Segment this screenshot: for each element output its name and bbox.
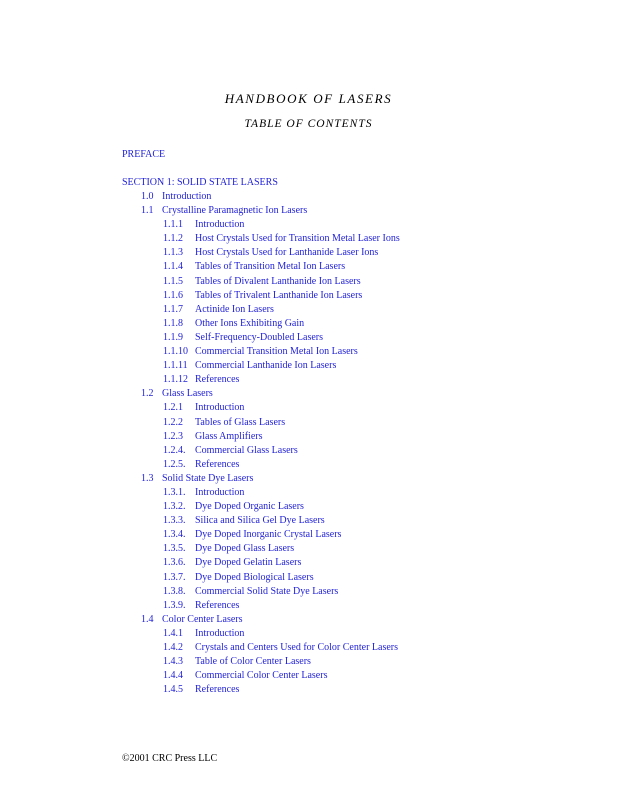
toc-entry-number: 1.4 [141, 613, 154, 625]
toc-subsection-link[interactable] [0, 402, 617, 416]
toc-subsection-link[interactable] [0, 529, 617, 543]
toc-entry-label: Actinide Ion Lasers [195, 303, 274, 315]
toc-entry-number: 1.2.2 [163, 416, 183, 428]
toc-entry-label: Tables of Glass Lasers [195, 416, 286, 428]
toc-subsection-link[interactable] [0, 459, 617, 473]
toc-subsection-link[interactable] [0, 261, 617, 275]
toc-entry-label: Introduction [195, 219, 245, 231]
toc-entry-label: Crystals and Centers Used for Color Center Lasers [195, 642, 399, 653]
toc-entry-number: 1.2.1 [163, 402, 183, 414]
toc-entry-label: Commercial Lanthanide Ion Lasers [195, 360, 337, 372]
toc-subsection-link[interactable] [0, 557, 617, 571]
toc-entry-number: 1.3.2. [163, 501, 186, 513]
toc-subsection-link[interactable] [0, 290, 617, 304]
toc-subsection-link[interactable] [0, 670, 617, 684]
toc-entry-number: 1.1.2 [163, 233, 183, 245]
toc-entry-label: References [195, 374, 240, 386]
toc-entry-number: 1.3 [141, 472, 154, 484]
toc-chapter-link[interactable] [0, 205, 617, 219]
toc-subsection-link[interactable] [0, 417, 617, 431]
toc-subsection-link[interactable] [0, 219, 617, 233]
toc-subsection-link[interactable] [0, 572, 617, 586]
toc-entry-number: 1.1.10 [163, 346, 188, 358]
toc-subsection-link[interactable] [0, 304, 617, 318]
toc-entry-number: 1.1.8 [163, 317, 183, 329]
toc-entry-label: Tables of Trivalent Lanthanide Ion Lasers [195, 289, 363, 301]
toc-entry-label: Dye Doped Glass Lasers [195, 543, 295, 555]
toc-subsection-link[interactable] [0, 628, 617, 642]
toc-subsection-link[interactable] [0, 318, 617, 332]
toc-entry-number: 1.1.6 [163, 289, 183, 301]
toc-entry-label: Commercial Transition Metal Ion Lasers [195, 346, 358, 358]
toc-entry-label: Crystalline Paramagnetic Ion Lasers [162, 205, 308, 217]
toc-subsection-link[interactable] [0, 247, 617, 261]
toc-entry-label: Introduction [195, 486, 245, 498]
toc-entry-label: Glass Amplifiers [195, 430, 263, 442]
toc-subsection-link[interactable] [0, 600, 617, 614]
toc-entry-number: 1.2 [141, 388, 154, 400]
toc-subsection-link[interactable] [0, 233, 617, 247]
toc-entry-number: 1.1.5 [163, 275, 183, 287]
toc-subsection-link[interactable] [0, 445, 617, 459]
toc-subsection-link[interactable] [0, 586, 617, 600]
document-title: HANDBOOK OF LASERS [224, 91, 393, 106]
toc-subsection-link[interactable] [0, 276, 617, 290]
toc-entry-number: 1.3.7. [163, 571, 186, 583]
toc-entry-number: 1.4.4 [163, 670, 183, 682]
toc-entry-label: Introduction [195, 627, 245, 639]
toc-entry-label: Tables of Transition Metal Ion Lasers [195, 261, 346, 273]
toc-entry-number: 1.1.7 [163, 303, 183, 315]
toc-chapter-link[interactable] [0, 388, 617, 402]
toc-subsection-link[interactable] [0, 642, 617, 656]
toc-entry-label: References [195, 684, 240, 696]
toc-entry-number: 1.4.5 [163, 684, 183, 696]
toc-entry-label: Glass Lasers [162, 388, 213, 400]
toc-entry-label: Commercial Solid State Dye Lasers [195, 585, 339, 597]
toc-entry-number: 1.1.4 [163, 261, 183, 273]
toc-chapter-link[interactable] [0, 614, 617, 628]
toc-entry-number: 1.3.9. [163, 599, 186, 611]
toc-entry-number: 1.1.12 [163, 374, 188, 386]
toc-entry-label: Commercial Color Center Lasers [195, 670, 328, 682]
toc-entry-label: Dye Doped Gelatin Lasers [195, 557, 302, 569]
toc-subsection-link[interactable] [0, 360, 617, 374]
toc-chapter-link[interactable] [0, 473, 617, 487]
toc-subsection-link[interactable] [0, 346, 617, 360]
toc-entry-label: Solid State Dye Lasers [162, 472, 254, 484]
toc-entry-label: Dye Doped Biological Lasers [195, 571, 314, 583]
toc-entry-number: 1.4.2 [163, 642, 183, 653]
toc-entry-label: References [195, 458, 240, 470]
toc-subsection-link[interactable] [0, 543, 617, 557]
toc-entry-label: References [195, 599, 240, 611]
toc-entry-number: 1.1.1 [163, 219, 183, 231]
toc-entry-number: 1.1.9 [163, 331, 183, 343]
toc-entry-number: 1.2.3 [163, 430, 183, 442]
toc-entry-label: Introduction [195, 402, 245, 414]
toc-entry-number: 1.3.1. [163, 486, 186, 498]
toc-heading: TABLE OF CONTENTS [244, 118, 373, 130]
toc-entry-label: Tables of Divalent Lanthanide Ion Lasers [195, 275, 361, 287]
toc-entry-number: 1.0 [141, 191, 154, 202]
toc-subsection-link[interactable] [0, 684, 617, 698]
toc-entry-number: 1.3.3. [163, 515, 186, 527]
toc-entry-number: 1.1.3 [163, 247, 183, 259]
toc-subsection-link[interactable] [0, 431, 617, 445]
toc-entry-label: Dye Doped Inorganic Crystal Lasers [195, 529, 342, 541]
toc-entry-label: Silica and Silica Gel Dye Lasers [195, 515, 325, 527]
toc-entry-label: Host Crystals Used for Transition Metal Laser Ions [195, 233, 400, 245]
copyright-footer: ©2001 CRC Press LLC [122, 753, 218, 764]
toc-entry-number: 1.3.4. [163, 529, 186, 541]
toc-entry-number: 1.1.11 [163, 360, 188, 372]
toc-entry-label: Other Ions Exhibiting Gain [195, 317, 305, 329]
toc-entry-number: 1.2.4. [163, 444, 186, 456]
toc-entry-label: Host Crystals Used for Lanthanide Laser Ions [195, 247, 379, 259]
toc-list [0, 191, 617, 698]
toc-subsection-link[interactable] [0, 515, 617, 529]
toc-entry-number: 1.3.6. [163, 557, 186, 569]
toc-entry-label: Dye Doped Organic Lasers [195, 501, 304, 513]
toc-entry-number: 1.3.8. [163, 585, 186, 597]
toc-entry-number: 1.3.5. [163, 543, 186, 555]
toc-subsection-link[interactable] [0, 656, 617, 670]
preface-link[interactable]: PREFACE [122, 149, 166, 160]
toc-entry-label: Color Center Lasers [162, 613, 243, 625]
toc-entry-label: Introduction [162, 191, 212, 202]
toc-entry-label: Commercial Glass Lasers [195, 444, 298, 456]
toc-entry-number: 1.4.3 [163, 656, 183, 668]
toc-entry-number: 1.2.5. [163, 458, 186, 470]
toc-chapter-link[interactable] [0, 191, 617, 205]
toc-subsection-link[interactable] [0, 487, 617, 501]
toc-subsection-link[interactable] [0, 332, 617, 346]
toc-entry-label: Table of Color Center Lasers [195, 656, 311, 668]
toc-entry-label: Self-Frequency-Doubled Lasers [195, 331, 324, 343]
section-1-link[interactable]: SECTION 1: SOLID STATE LASERS [122, 177, 278, 188]
toc-subsection-link[interactable] [0, 501, 617, 515]
toc-entry-number: 1.1 [141, 205, 154, 217]
toc-subsection-link[interactable] [0, 374, 617, 388]
toc-entry-number: 1.4.1 [163, 627, 183, 639]
